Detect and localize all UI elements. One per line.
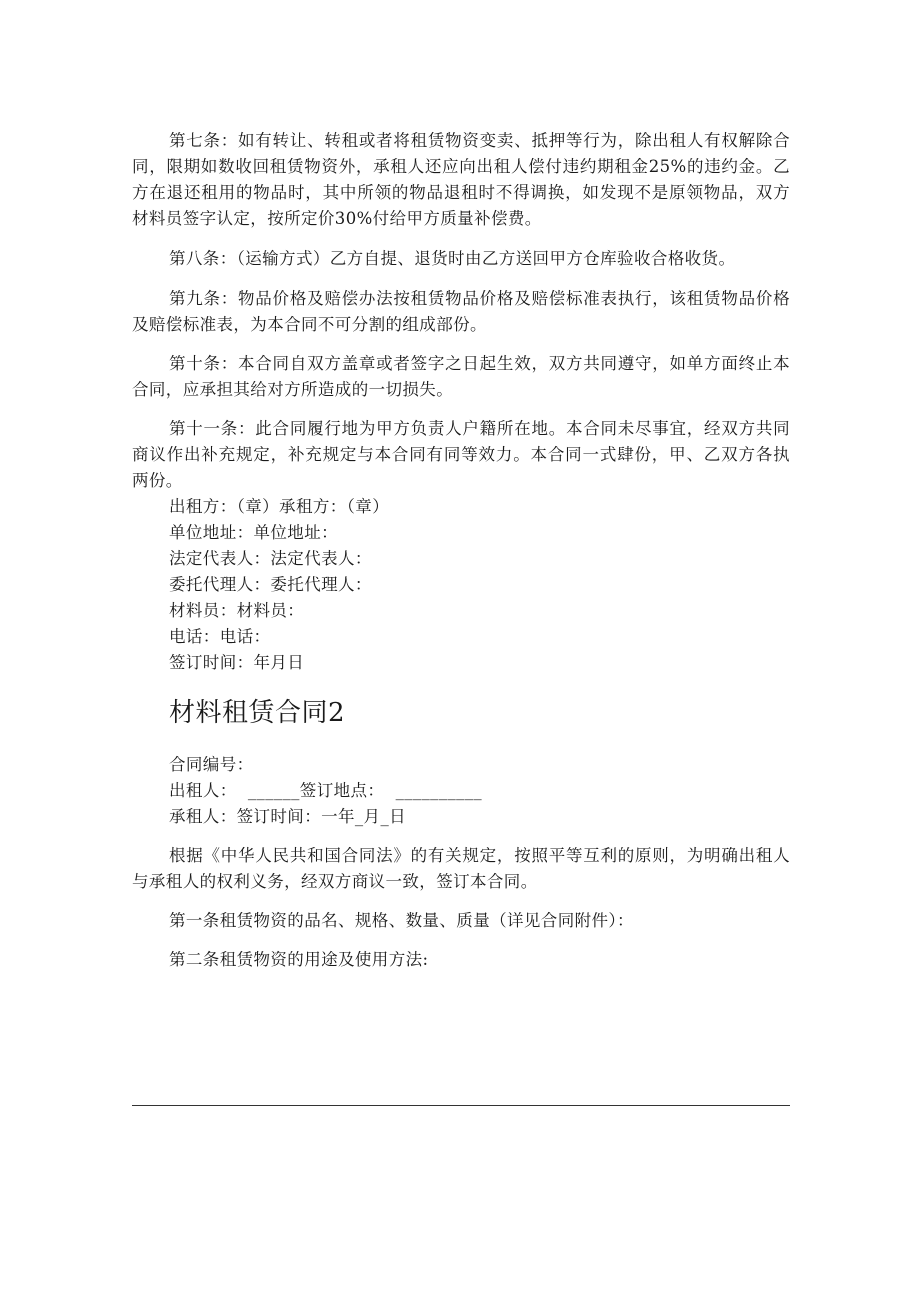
clause-9: 第九条：物品价格及赔偿办法按租赁物品价格及赔偿标准表执行，该租赁物品价格及赔偿标准表，为本合同不可分割的组成部份。: [132, 289, 790, 334]
bottom-rule: [132, 1105, 790, 1106]
signature-date: 签订时间：年月日: [169, 653, 305, 672]
article-2: 第二条租赁物资的用途及使用方法:: [169, 950, 429, 969]
signature-agent: 委托代理人：委托代理人：: [169, 575, 372, 594]
contract-2-title: 材料租赁合同2: [169, 698, 346, 728]
signature-parties: 出租方：（章）承租方：（章）: [169, 497, 390, 516]
clause-11: 第十一条：此合同履行地为甲方负责人户籍所在地。本合同未尽事宜，经双方共同商议作出补充规定，补充规定与本合同有同等效力。本合同一式肆份，甲、乙双方各执两份。: [132, 419, 790, 490]
document-page: [132, 128, 790, 973]
lessee-line: 承租人：签订时间：一年_月_日: [169, 807, 406, 826]
signature-legal-rep: 法定代表人：法定代表人：: [169, 549, 372, 568]
signature-phone: 电话：电话：: [169, 627, 271, 646]
signature-address: 单位地址：单位地址：: [169, 523, 338, 542]
preamble: 根据《中华人民共和国合同法》的有关规定，按照平等互利的原则，为明确出租人与承租人的权利义务，经双方商议一致，签订本合同。: [132, 846, 790, 891]
article-1: 第一条租赁物资的品名、规格、数量、质量（详见合同附件）：: [169, 911, 634, 930]
lessor-line: 出租人： ______签订地点： __________: [169, 781, 483, 800]
clause-10: 第十条：本合同自双方盖章或者签字之日起生效，双方共同遵守，如单方面终止本合同，应承担其给对方所造成的一切损失。: [132, 354, 790, 399]
clause-7: 第七条：如有转让、转租或者将租赁物资变卖、抵押等行为，除出租人有权解除合同，限期如数收回租赁物资外，承租人还应向出租人偿付违约期租金25%的违约金。乙方在退还租用的物品时，其中所领的物品退租时不得调换，如发现不是原领物品，双方材料员签字认定，按所定价30%付给甲方质量补偿费。: [132, 131, 790, 228]
contract-number: 合同编号：: [169, 755, 254, 774]
clause-8: 第八条：（运输方式）乙方自提、退货时由乙方送回甲方仓库验收合格收货。: [169, 249, 736, 268]
signature-materials-clerk: 材料员：材料员：: [169, 601, 305, 620]
